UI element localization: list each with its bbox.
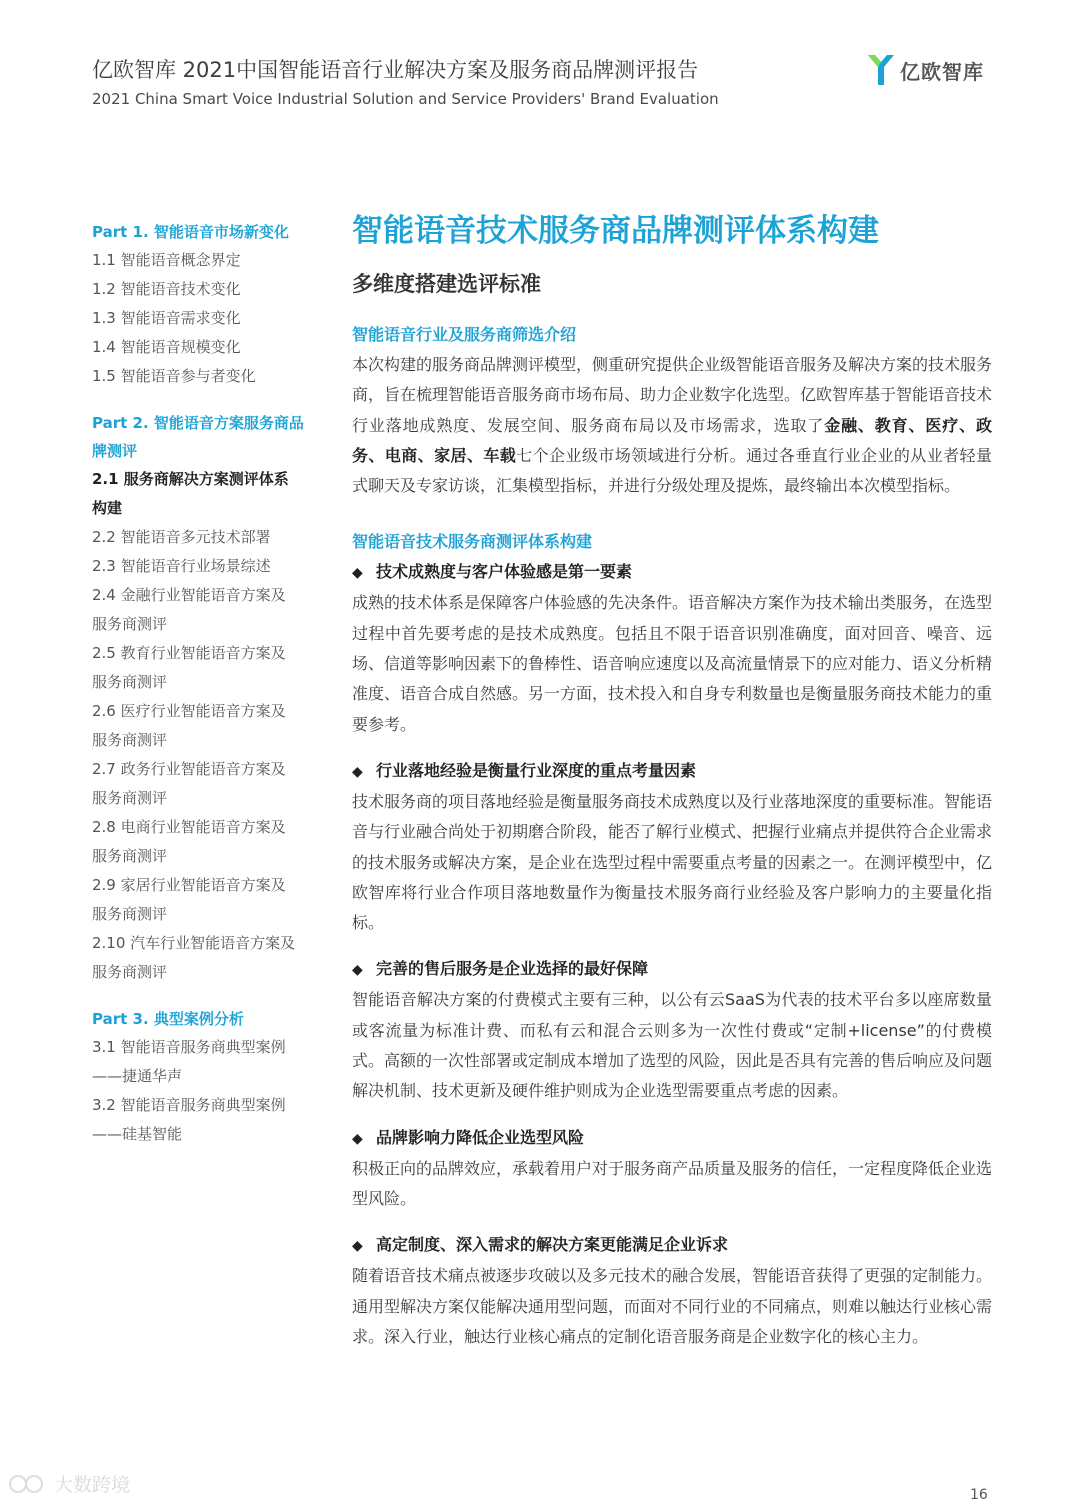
toc-item[interactable]: 服务商测评 bbox=[92, 673, 168, 691]
bullet-heading: ◆ 品牌影响力降低企业选型风险 bbox=[352, 1123, 992, 1154]
logo-text: 亿欧智库 bbox=[900, 59, 984, 84]
brand-logo bbox=[866, 53, 984, 87]
toc-item[interactable]: 1.2 智能语音技术变化 bbox=[92, 280, 241, 298]
diamond-bullet-icon: ◆ bbox=[352, 763, 363, 780]
toc-part2-title[interactable]: Part 2. 智能语音方案服务商品 bbox=[92, 414, 304, 432]
page-title: 智能语音技术服务商品牌测评体系构建 bbox=[352, 213, 879, 249]
toc-item[interactable]: 服务商测评 bbox=[92, 789, 168, 807]
toc-item[interactable]: 3.1 智能语音服务商典型案例 bbox=[92, 1038, 286, 1056]
watermark-logo-icon bbox=[8, 1471, 48, 1497]
toc-item[interactable]: 2.6 医疗行业智能语音方案及 bbox=[92, 702, 286, 720]
toc-item[interactable]: 1.1 智能语音概念界定 bbox=[92, 251, 241, 269]
main-content bbox=[352, 208, 992, 1352]
toc-item[interactable]: 2.4 金融行业智能语音方案及 bbox=[92, 586, 286, 604]
table-of-contents bbox=[92, 218, 317, 1149]
toc-item[interactable]: 2.8 电商行业智能语音方案及 bbox=[92, 818, 286, 836]
toc-part1-title[interactable]: Part 1. 智能语音市场新变化 bbox=[92, 223, 289, 241]
toc-part2-title-cont[interactable]: 牌测评 bbox=[92, 442, 138, 460]
toc-item[interactable]: 服务商测评 bbox=[92, 615, 168, 633]
bullet-heading: ◆ 高定制度、深入需求的解决方案更能满足企业诉求 bbox=[352, 1230, 992, 1261]
toc-part3-title[interactable]: Part 3. 典型案例分析 bbox=[92, 1010, 244, 1028]
diamond-bullet-icon: ◆ bbox=[352, 1130, 363, 1147]
bullet-heading: ◆ 完善的售后服务是企业选择的最好保障 bbox=[352, 954, 992, 985]
toc-item[interactable]: 2.10 汽车行业智能语音方案及 bbox=[92, 934, 296, 952]
toc-item[interactable]: 2.5 教育行业智能语音方案及 bbox=[92, 644, 286, 662]
toc-item[interactable]: 1.3 智能语音需求变化 bbox=[92, 309, 241, 327]
page-subtitle: 多维度搭建选评标准 bbox=[352, 272, 541, 296]
logo-mark-icon bbox=[866, 53, 896, 87]
toc-item[interactable]: 1.5 智能语音参与者变化 bbox=[92, 367, 256, 385]
bullet-paragraph: 智能语音解决方案的付费模式主要有三种，以公有云SaaS为代表的技术平台多以座席数量或客流量为标准计费、而私有云和混合云则多为一次性付费或“定制+license”的付费模式。高额的一次性部署或定制成本增加了选型的风险，因此是否具有完善的售后响应及问题解决机制、技术更新及硬件维护则成为企业选型需要重点考虑的因素。 bbox=[352, 990, 993, 1101]
toc-item[interactable]: 2.7 政务行业智能语音方案及 bbox=[92, 760, 286, 778]
report-title: 亿欧智库 2021中国智能语音行业解决方案及服务商品牌测评报告 bbox=[92, 58, 699, 82]
toc-item-active[interactable]: 2.1 服务商解决方案测评体系 bbox=[92, 470, 289, 488]
bullet-heading: ◆ 行业落地经验是衡量行业深度的重点考量因素 bbox=[352, 756, 992, 787]
page-number: 16 bbox=[970, 1487, 988, 1503]
toc-item[interactable]: 2.2 智能语音多元技术部署 bbox=[92, 528, 271, 546]
toc-item-active-cont[interactable]: 构建 bbox=[92, 499, 123, 517]
watermark-text: 大数跨境 bbox=[54, 1474, 131, 1496]
section-paragraph: 本次构建的服务商品牌测评模型，侧重研究提供企业级智能语音服务及解决方案的技术服务商，旨在梳理智能语音服务商市场布局、助力企业数字化选型。亿欧智库基于智能语音技术行业落地成熟度、发展空间、服务商布局以及市场需求，选取了金融、教育、医疗、政务、电商、家居、车载七个企业级市场领域进行分析。通过各垂直行业企业的从业者轻量式聊天及专家访谈，汇集模型指标，并进行分级处理及提炼，最终输出本次模型指标。 bbox=[352, 355, 993, 496]
toc-item[interactable]: 服务商测评 bbox=[92, 847, 168, 865]
bullet-heading: ◆ 技术成熟度与客户体验感是第一要素 bbox=[352, 557, 992, 588]
toc-item[interactable]: 服务商测评 bbox=[92, 963, 168, 981]
toc-item[interactable]: 1.4 智能语音规模变化 bbox=[92, 338, 241, 356]
section-title: 智能语音技术服务商测评体系构建 bbox=[352, 532, 593, 552]
bullet-paragraph: 随着语音技术痛点被逐步攻破以及多元技术的融合发展，智能语音获得了更强的定制能力。通用型解决方案仅能解决通用型问题，而面对不同行业的不同痛点，则难以触达行业核心需求。深入行业，触达行业核心痛点的定制化语音服务商是企业数字化的核心主力。 bbox=[352, 1266, 993, 1346]
bullet-paragraph: 积极正向的品牌效应，承载着用户对于服务商产品质量及服务的信任，一定程度降低企业选型风险。 bbox=[352, 1158, 993, 1208]
diamond-bullet-icon: ◆ bbox=[352, 565, 363, 582]
diamond-bullet-icon: ◆ bbox=[352, 1238, 363, 1255]
toc-item[interactable]: 服务商测评 bbox=[92, 905, 168, 923]
toc-item[interactable]: ——硅基智能 bbox=[92, 1125, 183, 1143]
bullet-paragraph: 技术服务商的项目落地经验是衡量服务商技术成熟度以及行业落地深度的重要标准。智能语音与行业融合尚处于初期磨合阶段，能否了解行业模式、把握行业痛点并提供符合企业需求的技术服务或解决方案，是企业在选型过程中需要重点考量的因素之一。在测评模型中，亿欧智库将行业合作项目落地数量作为衡量技术服务商行业经验及客户影响力的主要量化指标。 bbox=[352, 791, 993, 933]
toc-item[interactable]: 2.9 家居行业智能语音方案及 bbox=[92, 876, 286, 894]
toc-item[interactable]: ——捷通华声 bbox=[92, 1067, 183, 1085]
report-subtitle: 2021 China Smart Voice Industrial Solution and Service Providers' Brand Evaluation bbox=[92, 90, 719, 108]
toc-item[interactable]: 服务商测评 bbox=[92, 731, 168, 749]
diamond-bullet-icon: ◆ bbox=[352, 962, 363, 979]
section-title: 智能语音行业及服务商筛选介绍 bbox=[352, 325, 577, 344]
toc-item[interactable]: 3.2 智能语音服务商典型案例 bbox=[92, 1096, 286, 1114]
bullet-paragraph: 成熟的技术体系是保障客户体验感的先决条件。语音解决方案作为技术输出类服务，在选型过程中首先要考虑的是技术成熟度。包括且不限于语音识别准确度，面对回音、噪音、远场、信道等影响因素下的鲁棒性、语音响应速度以及高流量情景下的应对能力、语义分析精准度、语音合成自然感。另一方面，技术投入和自身专利数量也是衡量服务商技术能力的重要参考。 bbox=[352, 593, 993, 734]
watermark bbox=[8, 1470, 130, 1497]
toc-item[interactable]: 2.3 智能语音行业场景综述 bbox=[92, 557, 271, 575]
